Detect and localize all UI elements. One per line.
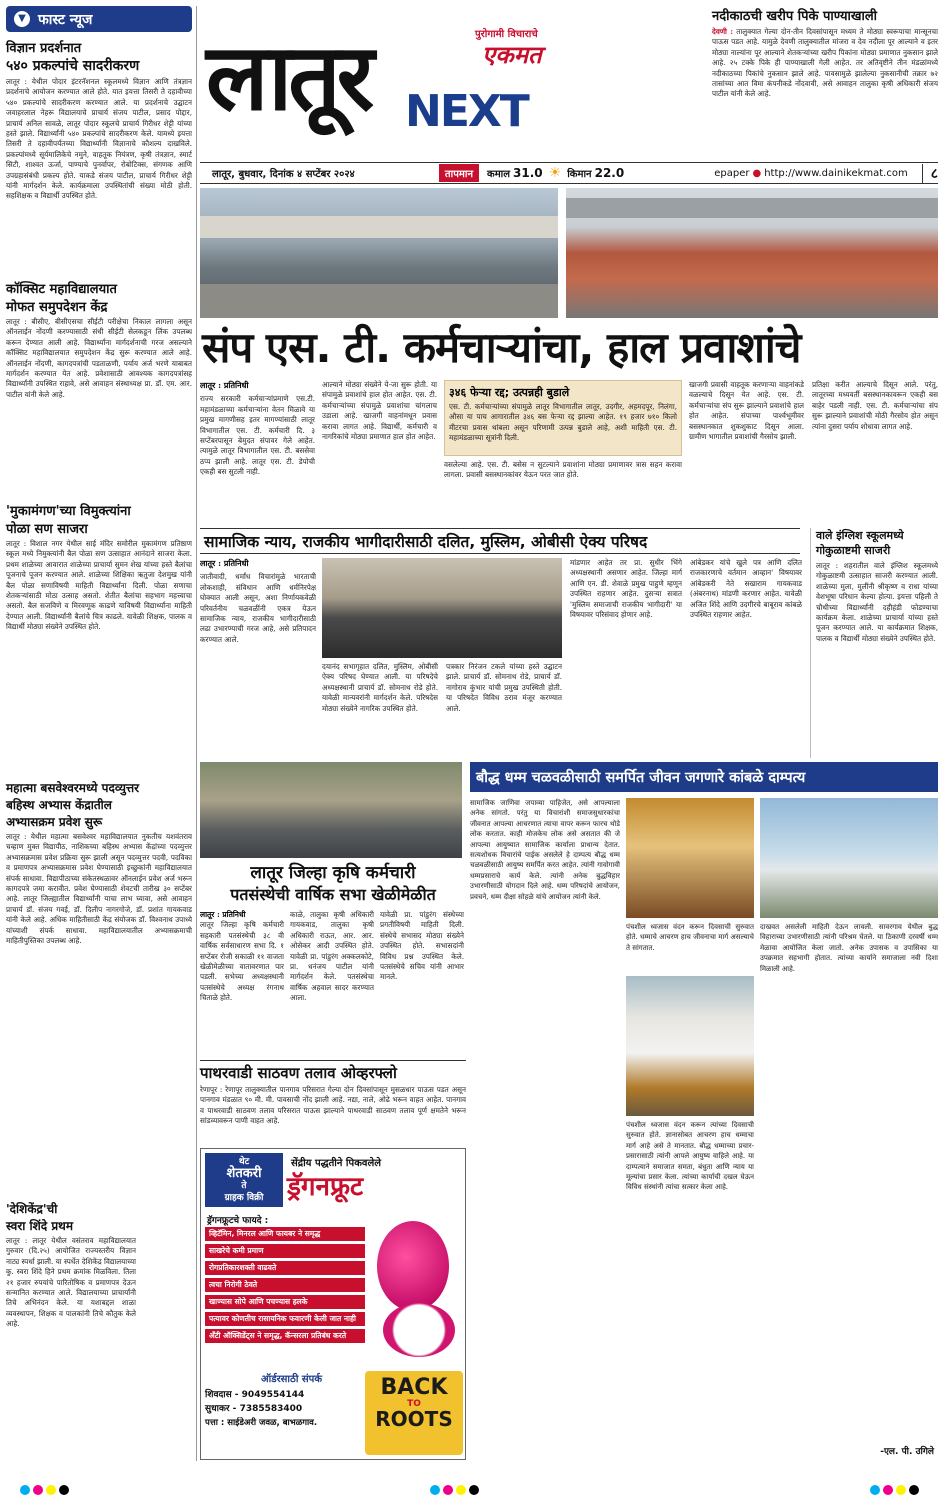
lead-headline: संप एस. टी. कर्मचाऱ्यांचा, हाल प्रवाशांचे [202, 323, 801, 372]
agri-meeting-photo [200, 762, 462, 858]
english-school-story [810, 528, 938, 758]
masthead-paper: एकमत [482, 41, 542, 69]
news-title-2: पोळा सण साजरा [6, 522, 88, 537]
lead-col-2: आल्याने मोठ्या संख्येने ये-जा सुरू होती. या संपामुळे प्रवाशांचे हाल होत आहेत. एस. टी. कर्मचाऱ्यांच्या संपामुळे प्रवाशांचा चांगलाच उडाला आहे. खाजगी वाहनांमधून प्रवास करावा लागत आहे. विद्यार्थी, कर्मचारी व नागरिकांचे मोठ्या प्रमाणात हाल होत आहेत. [322, 380, 437, 442]
buddha-col-3: दाखवत असलेली माहिती देऊन लावली. सावरगाव येथील बुद्ध विहाराच्या उभारणीसाठी त्यांनी परिश्रम घेतले. या ठिकाणी दरवर्षी धम्म मेळावा आयोजित केला जातो. अनेक उपासक व उपासिका या उपक्रमात सहभागी होतात. त्यांच्या कार्याने समाजाला नवी दिशा मिळाली आहे. [760, 923, 938, 973]
left-column [6, 6, 192, 1461]
epaper-label: epaper [714, 167, 750, 179]
news-title: विज्ञान प्रदर्शनात [6, 41, 82, 56]
news-title: 'देशिकेंद्र'ची [6, 1202, 58, 1216]
page-number: ८ [922, 164, 938, 183]
epaper-url[interactable]: http://www.dainikekmat.com [764, 167, 908, 179]
news-science [6, 38, 192, 271]
bus-stand-floor [200, 284, 558, 318]
min-value: 22.0 [594, 166, 625, 180]
back-to-roots-logo [365, 1371, 463, 1455]
tag-3: ते [241, 1181, 247, 1191]
max-label: कमाल [487, 169, 511, 180]
agri-col-2: काळे, तालुका कृषी अधिकारी गायकवाड, तालुका कृषी अधिकारी राऊत, आर. आर. ओसेकर आदी उपस्थित होते. यावेळी प्रा. पांडुरंग अक्कलकोटे, प्रा. धनंजय पाटील यांनी मार्गदर्शन केले. पतसंस्थेचा वार्षिक अहवाल सादर करण्यात आला. [290, 910, 374, 1003]
contact-name-1: शिवदास [205, 1390, 232, 1400]
dragonfruit-image [369, 1215, 461, 1361]
contact-phone-1[interactable]: 9049554144 [241, 1390, 305, 1400]
pond-story [200, 1060, 466, 1144]
magenta-dot [33, 1485, 43, 1495]
globe-icon: ● [752, 167, 762, 179]
benefit-item: व्हिटॅमिन, मिनरल आणि फायबर ने समृद्ध [205, 1227, 365, 1241]
buddha-story [470, 762, 938, 1462]
buddha-signature: -एल. पी. उगिले [880, 1447, 934, 1457]
bus-stand-roof [200, 216, 558, 238]
lead-col-5: खाजगी प्रवासी वाहतूक करणाऱ्या वाहनांकडे वळल्याचे दिसून येत आहे. एस. टी. कर्मचाऱ्यांचा संप सुरू झाल्याने प्रवाशांचे हाल होत आहेत. संपाच्या पार्श्वभूमीवर बसस्थानकात शुकशुकाट दिसून आला. ग्रामीण भागातील प्रवाशांची गैरसोय झाली. [689, 380, 804, 442]
lead-byline: लातूर : प्रतिनिधी [200, 380, 249, 390]
agri-story [200, 860, 466, 1058]
news-body: लातूर : येथील पोदार इंटरनॅशनल स्कूलमध्ये विज्ञान आणि तंत्रज्ञान प्रदर्शनाचे आयोजन करण्यात आले होते. यात इयत्ता तिसरी ते दहावीच्या ५४० प्रकल्पांचे सादरीकरण करण्यात आले. या प्रदर्शनाचे उद्घाटन जवाहरलाल नेहरू विद्यालयाचे प्राचार्य संजय पाटील, प्रसाद पोद्दार, प्राचार्य अनिल सावळे, लातूर पोदार स्कूलचे प्राचार्य गिरीधर शेट्टी यांच्या हस्ते झाले. विद्यार्थ्यांनी ५४० प्रकल्पांचे सादरीकरण केले. यामध्ये इयत्ता तिसरी ते दहावीपर्यंतच्या विद्यार्थ्यांनी विज्ञानाचे कौशल्य दाखविले. प्रकल्पांमध्ये सूर्यमालिकेचे नमुने, वाहतूक नियंत्रण, कृषी तंत्रज्ञान, स्मार्ट सिटी, शाश्वत ऊर्जा, पाण्याचे पुनर्वापर, रोबोटिक्स, संगणक आणि उपग्रहासंबंधी प्रकल्प होते. याकडे संजय पाटील, प्राचार्य गिरीधर शेट्टी यांनी मार्गदर्शन केले. कार्यक्रमाला उपस्थितांची संख्या मोठी होती. सहशिक्षक व विद्यार्थी उपस्थित होते. [6, 77, 192, 201]
benefit-item: अँटी ऑक्सिडेंट्स ने समृद्ध, कॅन्सरला प्रतिबंध करते [205, 1329, 365, 1343]
news-body: लातूर : विशाल नगर येथील साई मंदिर समोरील मुकामंगण प्रतिष्ठाण स्कूल मध्ये निमुक्त्यांनी बैल पोळा सण उत्साहात आनंदाने साजरा केला. प्रथम शाळेच्या आवारात शाळेच्या प्राचार्या सुमन शेख यांच्या हस्ते बैलांचा पूजनाचे पूजन करण्यात आले. शाळेच्या शिक्षिका ऋतुजा देशमुख यांनी बैल पोळा सणाविषयी माहिती विद्यार्थ्यांना दिली. पोळा सणाचा शेतकऱ्यांसाठी मोठा उत्साह असतो. शेतीत बैलांचा सहभाग महत्त्वाचा असतो. बैल सजविणे व मिरवणूक काढणे याविषयी विद्यार्थ्यांना माहिती देण्यात आली. विद्यार्थ्यांनी बैलांचे चित्र काढले. यावेळी शिक्षक, पालक व विद्यार्थी मोठ्या संख्येने उपस्थित होते. [6, 539, 192, 632]
masthead-tagline: पुरोगामी विचाराचे [475, 29, 538, 40]
lead-col-6: प्रतिक्षा करीत आल्याचे दिसून आले. परंतु, लातूरच्या मध्यवर्ती बसस्थानकावरून एकही बस बाहेर पडली नाही. एस. टी. कर्मचाऱ्यांचा संप सुरू झाल्याने प्रवाशांची मोठी गैरसोय होत असून त्यांना दुसरा पर्याय शोधावा लागत आहे. [812, 380, 938, 431]
news-title: 'मुकामंगण'च्या विमुक्त्यांना [6, 504, 131, 519]
agri-byline: लातूर : प्रतिनिधी [200, 910, 246, 919]
story-text: तालुक्यात गेल्या दोन-तीन दिवसांपासून मध्यम ते मोठ्या स्वरूपाचा मान्सूनचा पाऊस पडत आहे. यामुळे देवणी तालुक्यातील मांजरा व देव नदीला पूर आल्याने व इतर मोठ्या नाल्यांना पूर आल्याने शेतकऱ्यांच्या खरीप पिकांना मोठ्या प्रमाणात नुकसान झाले आहे. २५ टक्के पिके ही पाण्याखाली गेली आहेत. तर अतिवृष्टीने तीन मंडळांमध्ये नदीकाठच्या पिकांचे नुकसान झाले आहे. पावसामुळे झालेल्या नुकसानीची तक्रार ७२ तासांच्या आत विमा कंपनीकडे नोंदवावी, असे आवाहन तालुका कृषी अधिकारी संजय पाटील यांनी केले आहे. [712, 27, 938, 99]
right-top-story [712, 6, 938, 156]
yellow-dot [456, 1485, 466, 1495]
chevron-down-icon: ▼ [14, 11, 30, 27]
agri-col-1-text: लातूर जिल्हा कृषि कर्मचारी सहकारी पतसंस्थेची ३८ वी वार्षिक सर्वसाधारण सभा दि. १ सप्टेंबर रोजी सकाळी ११ वाजता खेळीमेळीच्या वातावरणात पार पडली. सभेच्या अध्यक्षस्थानी पतसंस्थेचे अध्यक्ष रंगनाथ चिताळे होते. [200, 920, 284, 1003]
agri-col-3: यावेळी प्रा. पांडुरंग संस्थेच्या प्रगतीविषयी माहिती दिली. संस्थेचे सभासद मोठ्या संख्येने उपस्थित होते. सभासदांनी विविध प्रश्न उपस्थित केले. पतसंस्थेचे सचिव यांनी आभार मानले. [380, 910, 464, 982]
lead-col-3: वसलेल्या आहे. एस. टी. बसेस न सुटल्याने प्रवाशांना मोठ्या प्रमाणावर त्रास सहन करावा लागला. प्रवासी बसस्थानकांवर येऊन परत जात होते. [444, 460, 682, 480]
yellow-dot [46, 1485, 56, 1495]
lead-col-1-text: राज्य सरकारी कर्मचाऱ्यांप्रमाणे एस.टी. महामंडळाच्या कर्मचाऱ्यांना वेतन मिळावे या प्रमुख मागणीसह इतर मागण्यांसाठी लातूर विभागातील एस. टी. कर्मचारी दि. ३ सप्टेंबरपासून बेमुदत संपावर गेले आहेत. त्यामुळे लातूर विभागातील एस. टी. बससेवा ठप्प झाली आहे. लातूर एस. टी. डेपोची एकही बस सुटली नाही. [200, 394, 315, 477]
advert-line1: सेंद्रीय पद्धतीने पिकवलेले [291, 1158, 382, 1169]
min-label: किमान [567, 169, 592, 180]
social-col-1-text: जातीवादी, धर्मांध विचारांमुळे भारताची लोकशाही, संविधान आणि धर्मनिरपेक्ष घोक्यात आली असून, अशा निर्णायकवेळी परिवर्तनीय चळवळींनी एकत्र येऊन सामाजिक न्याय, राजकीय भागीदारीसाठी लढा उभारण्याची गरज आहे, असे प्रतिपादन करण्यात आले. [200, 572, 316, 644]
news-title-3: अभ्यासक्रम प्रवेश सुरू [6, 815, 103, 829]
bus-stand-photo [200, 188, 558, 318]
max-value: 31.0 [513, 166, 543, 180]
black-dot [469, 1485, 479, 1495]
benefit-item: साखरेचे कमी प्रमाण [205, 1244, 365, 1258]
cyan-dot [870, 1485, 880, 1495]
buddha-headline-bar [470, 762, 938, 792]
benefit-item: खाण्यास सोपे आणि पचण्यास हलके [205, 1295, 365, 1309]
pond-body: रेणापूर : रेणापूर तालुक्यातील पानगाव परिसरात गेल्या दोन दिवसांपासून मुसळधार पाऊस पडत असून पानगाव मंडळात ९० मी. मी. पावसाची नोंद झाली आहे. नद्या, नाले, ओढे भरून वाहत आहेत. पानगाव व पाथरवाडी साठवण तलाव परिसरात पाऊस झाल्याने पाथरवाडी साठवण तलाव पूर्ण क्षमतेने भरून सांडव्यावरून पाणी वाहत आहे. [200, 1085, 466, 1126]
dateline-bar [200, 162, 938, 184]
fast-news-header [6, 6, 192, 32]
advert-benefits [205, 1227, 365, 1346]
masthead-next: NEXT [405, 86, 528, 137]
social-byline: लातूर : प्रतिनिधी [200, 558, 249, 568]
parked-buses-photo [566, 188, 938, 318]
agri-headline-2: पतसंस्थेची वार्षिक सभा खेळीमेळीत [230, 885, 436, 904]
story-body [712, 27, 938, 157]
registration-marks-center [430, 1480, 482, 1499]
social-headline: सामाजिक न्याय, राजकीय भागीदारीसाठी दलित, मुस्लिम, ओबीसी ऐक्य परिषद [204, 533, 648, 551]
buddha-statue-photo [626, 798, 754, 918]
logo-back: BACK [380, 1375, 448, 1400]
news-basaveshwar [6, 779, 192, 1192]
box-title: ३४६ फेऱ्या रद्द; उत्पन्नही बुडाले [449, 386, 570, 399]
social-col-3: पत्रकार निरंजन टकले यांच्या हस्ते उद्घाटन झाले. प्राचार्य डॉ. सोमनाथ रोडे, प्राचार्य डॉ. नागोराव कुंभार यांची प्रमुख उपस्थिती होती. या परिषदेत विविध ठराव मंजूर करण्यात आले. [446, 662, 562, 713]
tag-2: शेतकरी [226, 1166, 262, 1181]
box-body: एस. टी. कर्मचाऱ्यांच्या संपामुळे लातूर विभागातील लातूर, उदगीर, अहमदपूर, निलंगा, औसा या पाच आगारातील ३४६ बस फेऱ्या रद्द झाल्या आहेत. १९ हजार ७१० किलो मीटरचा प्रवास थांबला असून परिणामी उत्पन्न बुडाले आहे, अशी माहिती एस. टी. महामंडळाच्या सूत्रांनी दिली. [449, 402, 677, 443]
couple-photo [626, 976, 754, 1116]
fast-news-label: फास्ट न्यूज [38, 11, 93, 28]
registration-marks-right [870, 1480, 922, 1499]
news-pola [6, 501, 192, 771]
dragonfruit-half [383, 1303, 455, 1357]
advert-address: पत्ता : साईडेअरी जवळ, बाभळगाव. [205, 1418, 318, 1428]
black-dot [59, 1485, 69, 1495]
cyan-dot [430, 1485, 440, 1495]
news-body: लातूर : लातूर येथील वसंतराव महाविद्यालयात गुरुवार (दि.२५) आयोजित राज्यस्तरीय विज्ञान नाट्य स्पर्धा झाली. या स्पर्धेत देशिकेंद्र विद्यालयाच्या कु. स्वरा शिंदे हिने प्रथम क्रमांक मिळविला. तिला २१ हजार रुपयांचे पारितोषिक व प्रमाणपत्र देऊन सन्मानित करण्यात आले. विद्यालयाच्या प्राचार्यांनी तिचे अभिनंदन केले. या यशाबद्दल शाळा व्यवस्थापन, शिक्षक व पालकांनी तिचे कौतुक केले आहे. [6, 1236, 136, 1329]
logo-to: TO [407, 1399, 421, 1409]
tag-4: ग्राहक विक्री [224, 1193, 264, 1203]
news-body: लातूर : बीसीए, बीसीएसचा सीईटी परीक्षेचा निकाल लागला असून ऑनलाईन नोंदणी करण्यासाठी संधी सीईटी सेलकडून लिंक उपलब्ध करून देण्यात आली आहे. विद्यार्थ्यांना मार्गदर्शनाची गरज असल्याने कॉक्सिट महाविद्यालयात समुपदेशन केंद्र सुरू करण्यात आले आहे. ऑनलाईन नोंदणी, कागदपत्रांची पडताळणी, पर्याय अर्ज भरणे याबाबत मार्गदर्शन करण्यात येत आहे. प्रवेशासाठी आवश्यक कागदपत्रांसह विद्यार्थ्यांनी उपस्थित राहावे, असे आवाहन संस्थाध्यक्ष प्रा. डॉ. एम. आर. पाटील यांनी केले आहे. [6, 317, 192, 399]
agri-col-1 [200, 910, 284, 1056]
advert-product: ड्रॅगनफ्रूट [287, 1172, 364, 1202]
dragonfruit-advert [200, 1148, 466, 1460]
advert-tag [205, 1153, 283, 1207]
buddha-col-2: पंचशील ध्वजास वंदन करून त्यांच्या दिवसाची सुरुवात होते. ज्ञानासोबत आचरण हाच धम्माचा मार्ग आहे असे ते मानतात. बौद्ध धम्माच्या प्रचार-प्रसारासाठी त्यांनी आपले आयुष्य वाहिले आहे. या दाम्पत्याने समाजात समता, बंधुता आणि न्याय या मूल्यांचा प्रसार केला. त्यांच्या कार्याची दखल घेऊन विविध संस्थांनी त्यांचा सत्कार केला आहे. [626, 1121, 754, 1192]
buddha-col-1: सामाजिक जाणिवा जपाव्या पाहिजेत, असे आपल्याला अनेक सांगतो. परंतु या विचारांशी समाजसुधारकांचा जीवनात आपल्या आचरणात त्याचा वापर करून फारच थोडे लोक करतात. काही मोजकेच लोक असे असतात की जे आपल्या आयुष्यात सामाजिक कार्याला प्राधान्य देतात. सत्यशोधक विचारांचे पाईक असलेले हे दाम्पत्य बौद्ध धम्म चळवळीसाठी आयुष्य समर्पित करत आहेत. त्यांनी गावोगावी धम्मप्रसाराचे कार्य केले. त्यांनी अनेक बुद्धविहार उभारणीसाठी योगदान दिले आहे. धम्म परिषदांचे आयोजन, प्रवचने, धम्म दीक्षा सोहळे यांचे आयोजन त्यांनी केले. [470, 799, 620, 901]
story-dateline: देवणी : [712, 27, 734, 36]
buddha-headline: बौद्ध धम्म चळवळीसाठी समर्पित जीवन जगणारे कांबळे दाम्पत्य [476, 770, 806, 786]
buddha-col-2a: पंचशील ध्वजास वंदन करून दिवसाची सुरुवात होते. धम्माचे आचरण हाच जीवनाचा मार्ग असल्याचे ते सांगतात. [626, 923, 754, 952]
news-title-2: ५४० प्रकल्पांचे सादरीकरण [6, 58, 140, 74]
school-title-2: गोकुळाष्टमी साजरी [816, 544, 891, 557]
benefit-item: रोगप्रतिकारशक्ती वाढवते [205, 1261, 365, 1275]
social-event-photo [322, 558, 562, 658]
masthead-title: लातूर [206, 24, 371, 131]
magenta-dot [883, 1485, 893, 1495]
registration-marks [20, 1480, 72, 1499]
story-title: नदीकाठची खरीप पिके पाण्याखाली [712, 9, 878, 24]
yellow-dot [896, 1485, 906, 1495]
news-title-2: मोफत समुपदेशन केंद्र [6, 300, 108, 315]
news-body: लातूर : येथील महात्मा बसवेश्वर महाविद्यालयात नुकतीच यशवंतराव चव्हाण मुक्त विद्यापीठ, नाशिकच्या बहिस्थ अभ्यास केंद्रांच्या पदव्युत्तर अभ्यासक्रमास प्रवेश प्रक्रिया सुरू झाली असून पदव्युत्तर पदवी, पदविका व प्रमाणपत्र अभ्यासक्रमास प्रवेश घेण्यासाठी इच्छुकांनी महाविद्यालयात संपर्क साधावा. विद्यापीठाच्या संकेतस्थळावर ऑनलाईन प्रवेश अर्ज भरून कागदपत्रे जमा करावीत. प्रवेश घेण्यासाठी शेवटची तारीख ३० सप्टेंबर आहे. लातूर जिल्ह्यातील विद्यार्थ्यांनी याचा लाभ घ्यावा, असे आवाहन प्राचार्य डॉ. संजय गवई, डॉ. दिलीप नागरगोजे, डॉ. प्रशांत गायकवाड यांनी केले आहे. अधिक माहितीसाठी केंद्र संयोजक डॉ. विश्वनाथ उपाध्ये यांच्याशी संपर्क साधावा. महाविद्यालयातील अभ्यासक्रमाची माहितीपुस्तिका उपलब्ध आहे. [6, 832, 192, 946]
news-coxit [6, 279, 192, 493]
news-title: कॉक्सिट महाविद्यालयात [6, 282, 117, 297]
news-title-2: स्वरा शिंदे प्रथम [6, 1219, 74, 1233]
benefit-item: पत्‍यावर कोणतीच रासायनिक फवारणी केली जात नाही [205, 1312, 365, 1326]
agri-headline: लातूर जिल्हा कृषि कर्मचारी [250, 863, 416, 883]
magenta-dot [443, 1485, 453, 1495]
dateline-text: लातूर, बुधवार, दिनांक ४ सप्टेंबर २०२४ [212, 169, 355, 180]
contact-phone-2[interactable]: 7385583400 [239, 1404, 303, 1414]
school-body: लातूर : शहरातील वाले इंग्लिश स्कूलमध्ये गोकुळाष्टमी उत्साहात साजरी करण्यात आली. शाळेच्या मुला, मुलींनी श्रीकृष्ण व राधा यांच्या वेशभूषा परिधान केल्या होत्या. इयत्ता पहिली ते चौथीच्या विद्यार्थ्यांनी दहीहंडी फोडण्याचा कार्यक्रम केला. शाळेच्या प्राचार्या यांच्या हस्ते पूजन करण्यात आले. या कार्यक्रमात शिक्षक, पालक व विद्यार्थी मोठ्या संख्येने उपस्थित होते. [816, 561, 938, 643]
sun-icon: ☀ [548, 165, 562, 181]
black-dot [909, 1485, 919, 1495]
temp-label: तापमान [439, 164, 479, 182]
advert-contact-title: ऑर्डरसाठी संपर्क [261, 1374, 323, 1385]
dragonfruit-whole [377, 1221, 449, 1311]
pond-headline: पाथरवाडी साठवण तलाव ओव्हरफ्लो [200, 1064, 397, 1082]
news-title-2: बहिस्थ अभ्यास केंद्रातील [6, 798, 112, 812]
advert-benefits-title: ड्रॅगनफ्रूटचे फायदे : [207, 1216, 269, 1226]
lead-col-1 [200, 380, 315, 520]
masthead [200, 6, 705, 156]
column-divider [196, 6, 197, 1461]
bus-shelter [566, 198, 938, 218]
advert-contact-2: सुधाकर - 7385583400 [205, 1404, 303, 1414]
lead-highlight-box [444, 380, 682, 456]
social-col-2: दयानंद सभागृहात दलित, मुस्लिम, ओबीसी ऐक्य परिषद घेण्यात आली. या परिषदेचे अध्यक्षस्थानी प्राचार्य डॉ. सोमनाथ रोडे होते. यावेळी मान्यवरांनी मार्गदर्शन केले. परिषदेस मोठ्या संख्येने नागरिक उपस्थित होते. [322, 662, 438, 713]
school-title: वाले इंग्लिश स्कूलमध्ये [816, 529, 904, 542]
social-col-5: आंबेडकर यांचे खुले पत्र आणि दलित राजकारणाचे वर्तमान आव्हान' विषयावर आंबेडकरी नेते सखाराम गायकवाड (अंबरनाथ) मांडणी करणार आहेत. यावेळी अजित शिंदे आणि उदगीरचे बाबूराव कांबळे उपस्थित राहणार आहेत. [690, 558, 802, 620]
benefit-item: त्वचा निरोगी ठेवते [205, 1278, 365, 1292]
lead-story [200, 380, 938, 525]
advert-contact-1: शिवदास - 9049554144 [205, 1390, 305, 1400]
social-story [200, 558, 804, 758]
social-col-1 [200, 558, 316, 754]
contact-name-2: सुधाकर [205, 1404, 230, 1414]
social-headline-bar [200, 528, 800, 554]
stupa-photo [760, 798, 938, 918]
news-swara [6, 1200, 136, 1401]
cyan-dot [20, 1485, 30, 1495]
tag-1: थेट [238, 1157, 250, 1167]
news-title: महात्मा बसवेश्वरमध्ये पदव्युत्तर [6, 781, 140, 795]
social-col-4: मांडणार आहेत तर प्रा. सुधीर भिंगे अध्यक्षस्थानी असणार आहेत. जिल्हा मार्ग आणि एन. डी. शेवाळे प्रमुख पाहुणे म्हणून उपस्थित राहणार आहेत. दुसऱ्या सत्रात 'मुस्लिम समाजाची राजकीय भागीदारी' या विषयावर परिसंवाद होणार आहे. [570, 558, 682, 620]
logo-roots: ROOTS [375, 1407, 453, 1431]
